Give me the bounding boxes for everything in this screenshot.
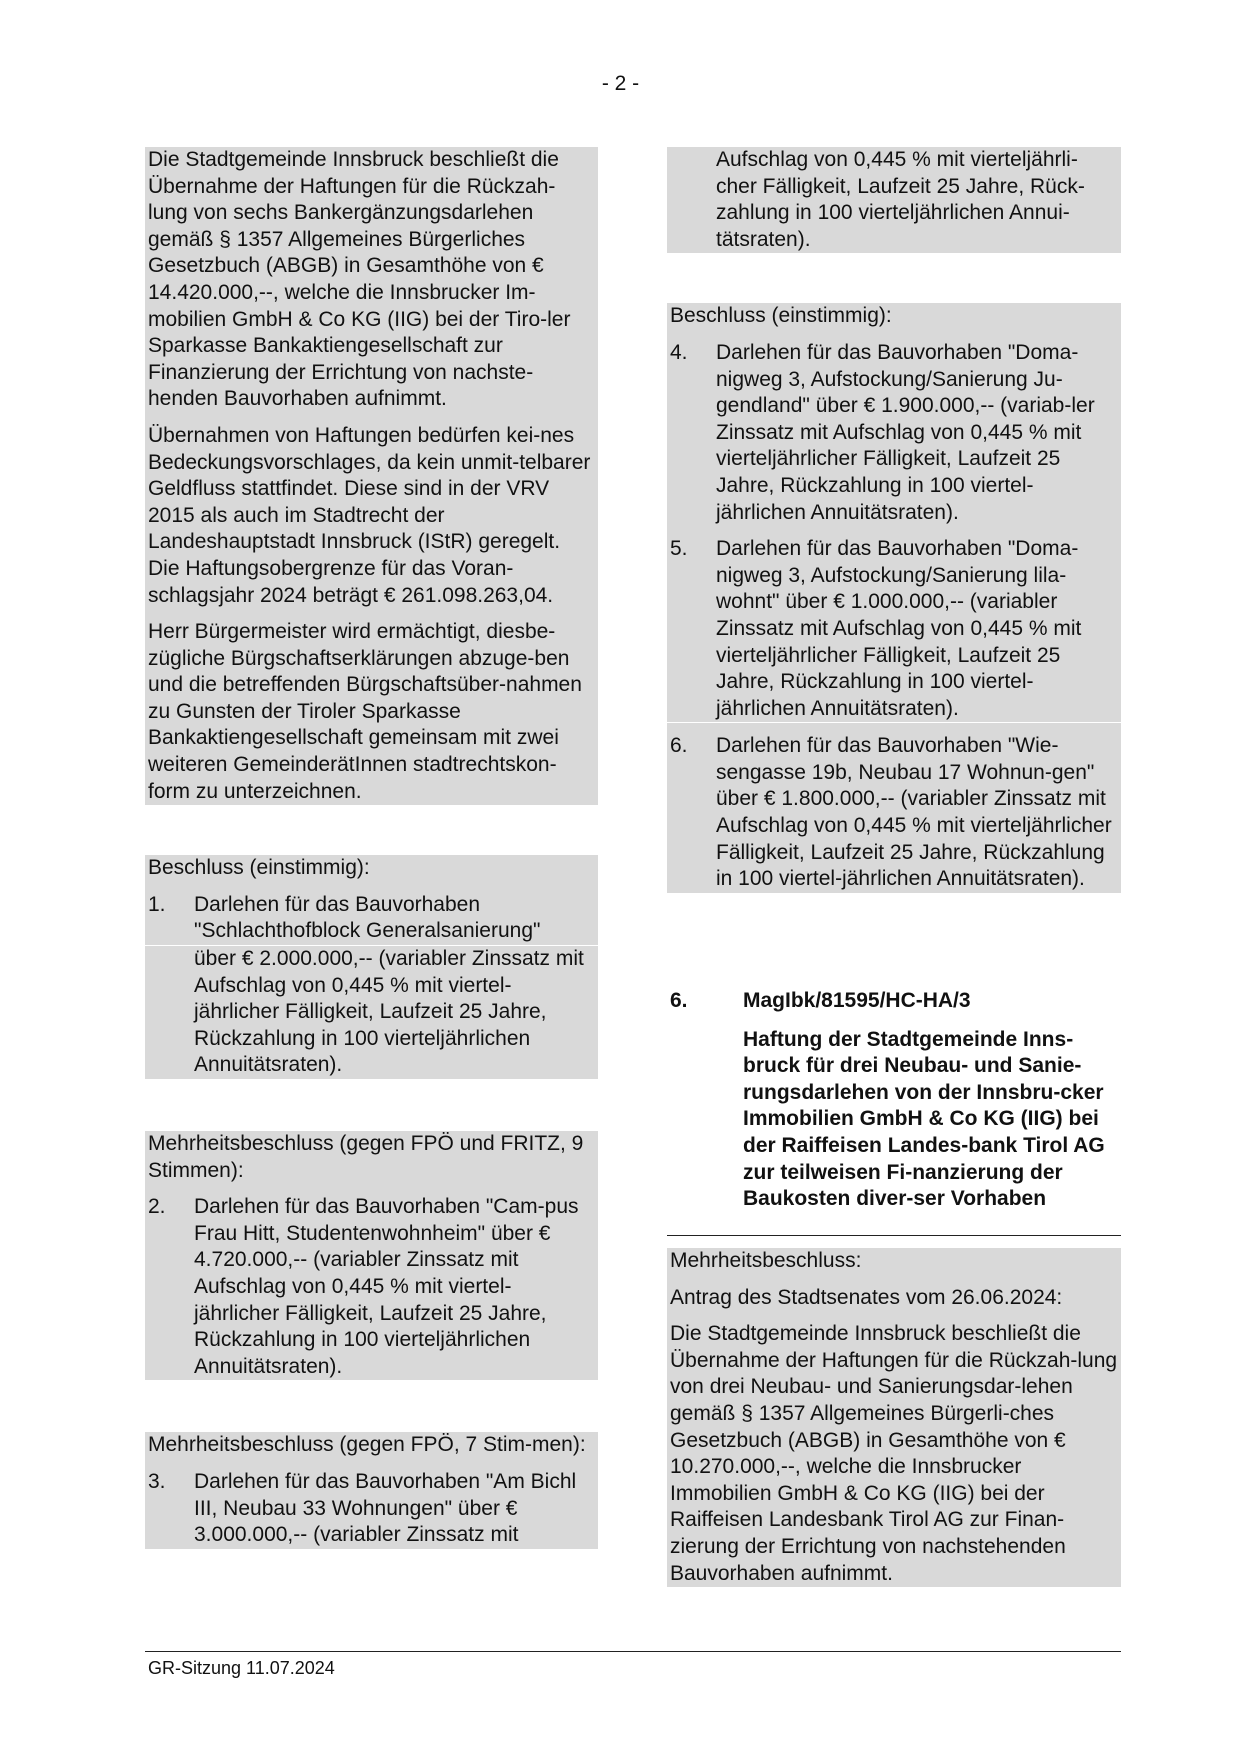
agenda-title: Haftung der Stadtgemeinde Inns-bruck für drei Neubau- und Sanie-rungsdarlehen von der Innsbru-cker Immobilien GmbH & Co KG (IIG) bei der Raiffeisen Landes-bank Tirol AG zur teilweisen Fi-nanzierung der Baukosten diver-ser Vorhaben xyxy=(743,1027,1105,1211)
decision-heading-5: Mehrheitsbeschluss: xyxy=(670,1249,862,1272)
intro-paragraph-1: Die Stadtgemeinde Innsbruck beschließt die Übernahme der Haftungen für die Rückzah-lung von sechs Bankergänzungsdarlehen gemäß § 1357 Allgemeines Bürgerliches Gesetzbuch (ABGB) in Gesamthöhe von € 14.420.000,--, welche die Innsbrucker Im-mobilien GmbH & Co KG (IIG) bei der Tiro-ler Sparkasse Bankaktiengesellschaft zur Finanzierung der Errichtung von nachste-henden Bauvorhaben aufnimmt. xyxy=(148,148,571,411)
list-item-4 xyxy=(667,340,1121,526)
item-3-continuation xyxy=(667,147,1121,253)
footer-text: GR-Sitzung 11.07.2024 xyxy=(148,1658,335,1678)
left-column xyxy=(145,147,598,1549)
item-number: 2. xyxy=(148,1195,166,1219)
decision-block-1 xyxy=(145,855,598,1079)
decision-block-3 xyxy=(145,1432,598,1548)
item-text: über € 2.000.000,-- (variabler Zinssatz mit Aufschlag von 0,445 % mit viertel-jährlicher Fälligkeit, Laufzeit 25 Jahre, Rückzahlung in 100 vierteljährlichen Annuitätsraten). xyxy=(194,947,584,1077)
agenda-divider xyxy=(667,1235,1121,1236)
item-text: Darlehen für das Bauvorhaben "Am Bichl III, Neubau 33 Wohnungen" über € 3.000.000,-- (variabler Zinssatz mit xyxy=(194,1469,577,1547)
motion-text: Die Stadtgemeinde Innsbruck beschließt die Übernahme der Haftungen für die Rückzah-lung von drei Neubau- und Sanierungsdar-lehen gemäß § 1357 Allgemeines Bürgerli-ches Gesetzbuch (ABGB) in Gesamthöhe von € 10.270.000,--, welche die Innsbrucker Immobilien GmbH & Co KG (IIG) bei der Raiffeisen Landesbank Tirol AG zur Finan-zierung der Errichtung von nachstehenden Bauvorhaben aufnimmt. xyxy=(670,1322,1118,1585)
item-text: Darlehen für das Bauvorhaben "Wie-sengasse 19b, Neubau 17 Wohnun-gen" über € 1.800.000,-- (variabler Zinssatz mit Aufschlag von 0,445 % mit vierteljährlicher Fälligkeit, Laufzeit 25 Jahre, Rückzahlung in 100 viertel-jährlichen Annuitätsraten). xyxy=(716,734,1112,891)
list-item-6 xyxy=(667,733,1121,893)
item-text: Darlehen für das Bauvorhaben "Cam-pus Frau Hitt, Studentenwohnheim" über € 4.720.000,-- (variabler Zinssatz mit Aufschlag von 0,445 % mit viertel-jährlicher Fälligkeit, Laufzeit 25 Jahre, Rückzahlung in 100 vierteljährlichen Annuitätsraten). xyxy=(194,1195,579,1378)
item-text: Aufschlag von 0,445 % mit vierteljährli-cher Fälligkeit, Laufzeit 25 Jahre, Rück-zahlung in 100 vierteljährlichen Annui-tätsraten). xyxy=(716,148,1085,251)
motion-line: Antrag des Stadtsenates vom 26.06.2024: xyxy=(670,1285,1063,1309)
item-text: Darlehen für das Bauvorhaben "Schlachthofblock Generalsanierung" xyxy=(194,892,541,943)
item-text: Darlehen für das Bauvorhaben "Doma-nigweg 3, Aufstockung/Sanierung Ju-gendland" über € 1.900.000,-- (variab-ler Zinssatz mit Aufschlag von 0,445 % mit vierteljährlicher Fälligkeit, Laufzeit 25 Jahre, Rückzahlung in 100 viertel-jährlichen Annuitätsraten). xyxy=(716,340,1095,524)
agenda-reference: MagIbk/81595/HC-HA/3 xyxy=(743,989,971,1012)
decision-block-2 xyxy=(145,1131,598,1380)
page-number: - 2 - xyxy=(601,72,640,95)
decision-heading-3: Mehrheitsbeschluss (gegen FPÖ, 7 Stim-men): xyxy=(148,1433,586,1457)
item-number: 1. xyxy=(148,892,166,916)
decision-block-5 xyxy=(667,1248,1121,1587)
item-number: 6. xyxy=(670,734,688,758)
list-item-3 xyxy=(145,1469,598,1549)
item-number: 4. xyxy=(670,340,688,364)
footer-divider xyxy=(145,1651,1121,1652)
item-number: 3. xyxy=(148,1469,166,1493)
decision-block-4 xyxy=(667,303,1121,892)
list-item-5 xyxy=(667,536,1121,722)
agenda-item xyxy=(667,988,1121,1213)
list-item-1 xyxy=(145,892,598,945)
intro-block xyxy=(145,147,598,805)
agenda-number: 6. xyxy=(670,989,688,1012)
right-column xyxy=(667,147,1121,893)
item-text: Darlehen für das Bauvorhaben "Doma-nigweg 3, Aufstockung/Sanierung lila-wohnt" über € 1.000.000,-- (variabler Zinssatz mit Aufschlag von 0,445 % mit vierteljährlicher Fälligkeit, Laufzeit 25 Jahre, Rückzahlung in 100 viertel-jährlichen Annuitätsraten). xyxy=(716,537,1082,720)
decision-heading-4: Beschluss (einstimmig): xyxy=(670,304,892,328)
list-item-1-continued xyxy=(145,946,598,1079)
list-item-2 xyxy=(145,1194,598,1380)
intro-paragraph-3: Herr Bürgermeister wird ermächtigt, diesbe-zügliche Bürgschaftserklärungen abzuge-ben und die betreffenden Bürgschaftsüber-nahmen zu Gunsten der Tiroler Sparkasse Bankaktiengesellschaft gemeinsam mit zwei weiteren GemeinderätInnen stadtrechtskon-form zu unterzeichnen. xyxy=(148,620,582,803)
intro-paragraph-2: Übernahmen von Haftungen bedürfen kei-nes Bedeckungsvorschlages, da kein unmit-telbarer Geldfluss stattfindet. Diese sind in der VRV 2015 als auch im Stadtrecht der Landeshauptstadt Innsbruck (IStR) geregelt. Die Haftungsobergrenze für das Voran-schlagsjahr 2024 beträgt € 261.098.263,04. xyxy=(148,423,591,607)
item-number: 5. xyxy=(670,537,688,561)
decision-heading-2: Mehrheitsbeschluss (gegen FPÖ und FRITZ, 9 Stimmen): xyxy=(148,1132,584,1182)
decision-heading-1: Beschluss (einstimmig): xyxy=(148,856,370,880)
